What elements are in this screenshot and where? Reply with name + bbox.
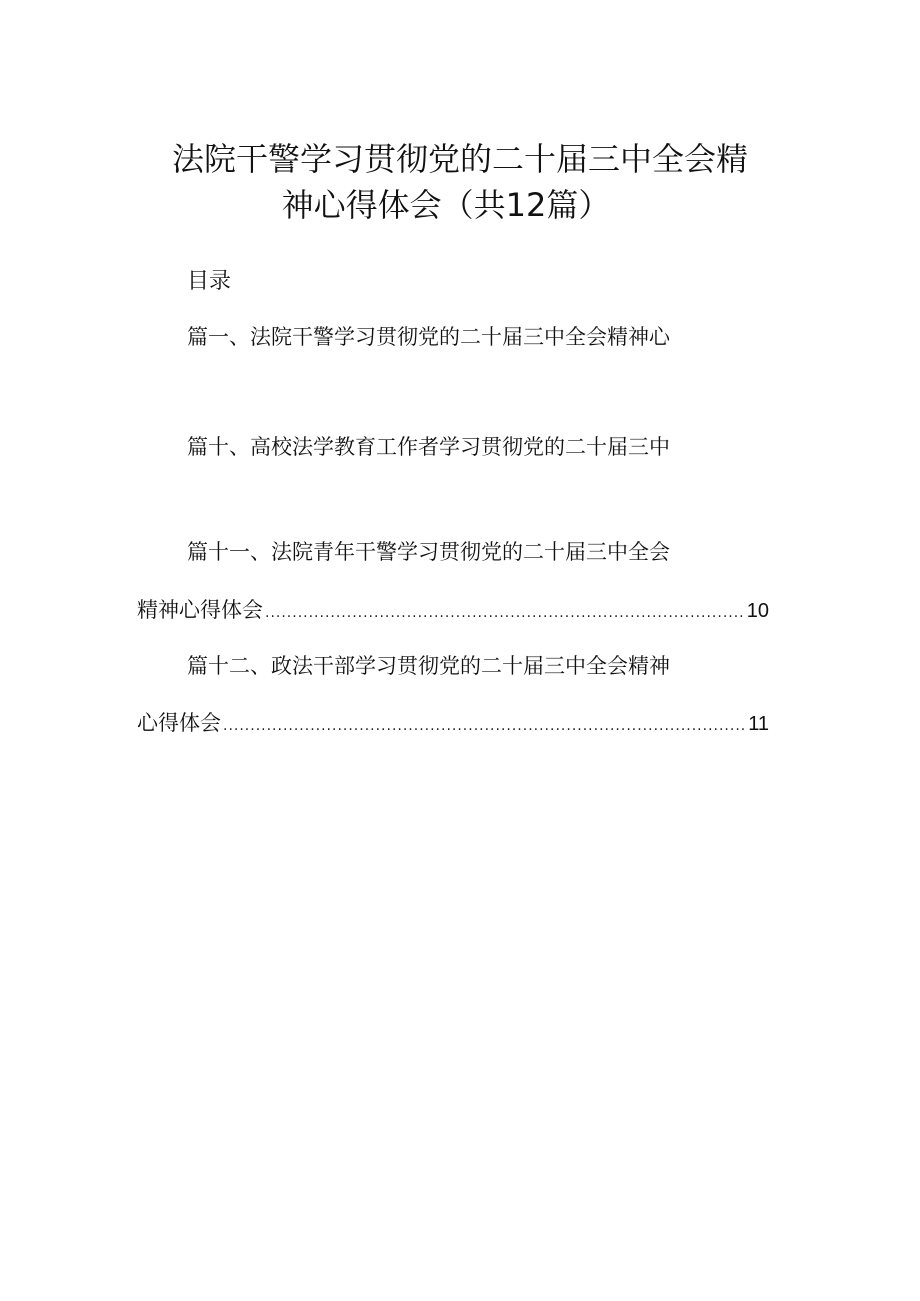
document-title-line-1: 法院干警学习贯彻党的二十届三中全会精: [171, 140, 748, 178]
dot-leader: [265, 598, 745, 628]
toc-entry-10[interactable]: 篇十、高校法学教育工作者学习贯彻党的二十届三中: [187, 435, 670, 459]
toc-entry-11-line-1[interactable]: 篇十一、法院青年干警学习贯彻党的二十届三中全会: [187, 540, 670, 564]
toc-heading: 目录: [187, 269, 232, 294]
toc-entry-12-text: 心得体会: [137, 711, 221, 735]
toc-entry-11-page-number: 10: [746, 600, 769, 622]
toc-entry-11-line-2[interactable]: [137, 595, 769, 628]
toc-entry-1[interactable]: 篇一、法院干警学习贯彻党的二十届三中全会精神心: [187, 325, 670, 349]
toc-entry-12-page-number: 11: [748, 713, 769, 735]
toc-entry-12-line-2[interactable]: [137, 708, 769, 741]
toc-entry-12-line-1[interactable]: 篇十二、政法干部学习贯彻党的二十届三中全会精神: [187, 654, 670, 678]
document-title-line-2: 神心得体会（共12篇）: [281, 186, 611, 224]
toc-entry-11-text: 精神心得体会: [137, 598, 263, 622]
dot-leader: [223, 711, 746, 741]
